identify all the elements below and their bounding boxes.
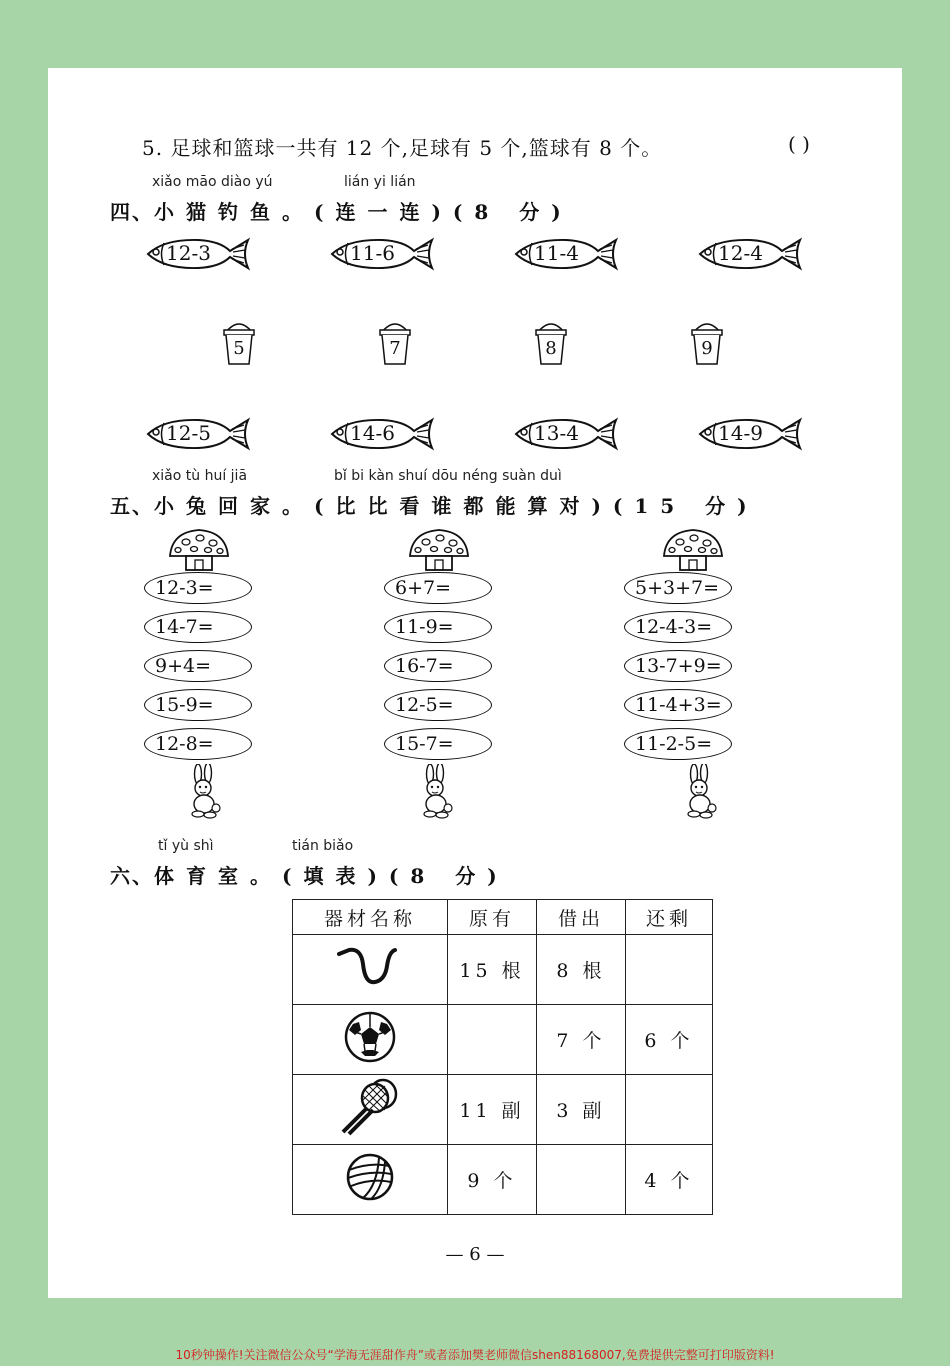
fish-expression: 11-6 — [350, 241, 395, 265]
bucket[interactable] — [377, 320, 413, 366]
cell-remaining[interactable] — [626, 935, 713, 1005]
promo-footer: 10秒钟操作!关注微信公众号“学海无涯甜作舟”或者添加樊老师微信shen88168007,免费提供完整可打印版资料! — [175, 1348, 775, 1362]
equation-text: 11-2-5= — [635, 733, 713, 755]
cell-remaining[interactable] — [626, 1075, 713, 1145]
equation-oval[interactable] — [144, 572, 252, 604]
equation-oval[interactable] — [384, 689, 492, 721]
equation-text: 9+4= — [155, 655, 212, 677]
fish-card[interactable] — [696, 417, 806, 451]
cell-remaining[interactable]: 6 个 — [626, 1005, 713, 1075]
section4-title: 小猫钓鱼 — [154, 200, 282, 224]
fish-card[interactable] — [512, 417, 622, 451]
rabbit-icon — [410, 764, 466, 824]
equation-oval[interactable] — [384, 728, 492, 760]
equation-oval[interactable] — [624, 572, 732, 604]
equation-text: 5+3+7= — [635, 577, 720, 599]
equation-text: 15-9= — [155, 694, 214, 716]
equation-text: 12-4-3= — [635, 616, 713, 638]
equation-text: 12-3= — [155, 577, 214, 599]
section4-pinyin-title: xiǎo māo diào yú — [152, 174, 273, 190]
table-row — [293, 1075, 713, 1145]
section4-number: 四、 — [110, 200, 154, 224]
question-5: 5. 足球和篮球一共有 12 个,足球有 5 个,篮球有 8 个。 — [142, 136, 663, 160]
bucket[interactable] — [689, 320, 725, 366]
equation-text: 15-7= — [395, 733, 454, 755]
bucket-number: 7 — [389, 338, 401, 359]
cell-original[interactable]: 9 个 — [448, 1145, 537, 1215]
equation-text: 11-9= — [395, 616, 454, 638]
bucket[interactable] — [221, 320, 257, 366]
equation-text: 11-4+3= — [635, 694, 722, 716]
equation-text: 16-7= — [395, 655, 454, 677]
fish-expression: 12-3 — [166, 241, 211, 265]
cell-lent[interactable]: 7 个 — [537, 1005, 626, 1075]
bucket-number: 9 — [701, 338, 713, 359]
equipment-table — [292, 899, 713, 1215]
section4-suffix: 。(连一连)(8 分) — [282, 200, 573, 224]
cell-remaining[interactable]: 4 个 — [626, 1145, 713, 1215]
equation-oval[interactable] — [624, 650, 732, 682]
table-row — [293, 1145, 713, 1215]
section4-pinyin-instruction: lián yi lián — [344, 174, 416, 190]
fish-expression: 11-4 — [534, 241, 579, 265]
section6-number: 六、 — [110, 864, 154, 888]
equation-oval[interactable] — [384, 650, 492, 682]
mushroom-house-icon — [168, 528, 230, 576]
section5-title: 小兔回家 — [154, 494, 282, 518]
equation-oval[interactable] — [384, 572, 492, 604]
equation-oval[interactable] — [624, 728, 732, 760]
mushroom-house-icon — [408, 528, 470, 576]
cell-original[interactable]: 11 副 — [448, 1075, 537, 1145]
mushroom-house-icon — [662, 528, 724, 576]
section5-pinyin-instruction: bǐ bi kàn shuí dōu néng suàn duì — [334, 468, 562, 484]
section5-heading — [110, 490, 759, 519]
table-row — [293, 1005, 713, 1075]
header-original: 原有 — [448, 900, 537, 935]
fish-expression: 14-6 — [350, 421, 395, 445]
section5-pinyin-title: xiǎo tù huí jiā — [152, 468, 248, 484]
rabbit-icon — [178, 764, 234, 824]
equation-oval[interactable] — [144, 611, 252, 643]
equation-oval[interactable] — [624, 611, 732, 643]
fish-card[interactable] — [144, 237, 254, 271]
bucket-number: 5 — [233, 338, 245, 359]
equation-oval[interactable] — [144, 728, 252, 760]
section5-suffix: 。(比比看谁都能算对)(15 分) — [282, 494, 759, 518]
table-header-row — [293, 900, 713, 935]
worksheet-page — [48, 68, 902, 1298]
fish-card[interactable] — [512, 237, 622, 271]
fish-expression: 12-4 — [718, 241, 763, 265]
section5-number: 五、 — [110, 494, 154, 518]
badminton-rackets-icon — [293, 1075, 448, 1145]
section6-suffix: 。(填表)(8 分) — [250, 864, 509, 888]
equation-text: 12-8= — [155, 733, 214, 755]
volleyball-icon — [293, 1145, 448, 1215]
section6-pinyin-title: tǐ yù shì — [158, 838, 214, 854]
header-lent: 借出 — [537, 900, 626, 935]
equation-text: 12-5= — [395, 694, 454, 716]
rabbit-icon — [674, 764, 730, 824]
equation-oval[interactable] — [384, 611, 492, 643]
cell-lent[interactable]: 8 根 — [537, 935, 626, 1005]
section6-heading — [110, 860, 509, 889]
table-row — [293, 935, 713, 1005]
section6-title: 体育室 — [154, 864, 250, 888]
cell-original[interactable]: 15 根 — [448, 935, 537, 1005]
bucket-number: 8 — [545, 338, 557, 359]
equation-oval[interactable] — [144, 650, 252, 682]
jump-rope-icon — [293, 935, 448, 1005]
header-remaining: 还剩 — [626, 900, 713, 935]
equation-text: 13-7+9= — [635, 655, 722, 677]
fish-card[interactable] — [696, 237, 806, 271]
equation-text: 14-7= — [155, 616, 214, 638]
section6-pinyin-instruction: tián biǎo — [292, 838, 354, 854]
fish-card[interactable] — [144, 417, 254, 451]
bucket[interactable] — [533, 320, 569, 366]
equation-oval[interactable] — [144, 689, 252, 721]
page-number: — 6 — — [445, 1244, 505, 1265]
section4-heading — [110, 196, 573, 225]
cell-lent[interactable] — [537, 1145, 626, 1215]
fish-expression: 13-4 — [534, 421, 579, 445]
answer-parentheses: ( ) — [788, 132, 810, 156]
equation-oval[interactable] — [624, 689, 732, 721]
soccer-ball-icon — [293, 1005, 448, 1075]
cell-lent[interactable]: 3 副 — [537, 1075, 626, 1145]
header-equipment-name: 器材名称 — [293, 900, 448, 935]
cell-original[interactable] — [448, 1005, 537, 1075]
equation-text: 6+7= — [395, 577, 452, 599]
fish-expression: 12-5 — [166, 421, 211, 445]
fish-card[interactable] — [328, 237, 438, 271]
fish-expression: 14-9 — [718, 421, 763, 445]
fish-card[interactable] — [328, 417, 438, 451]
